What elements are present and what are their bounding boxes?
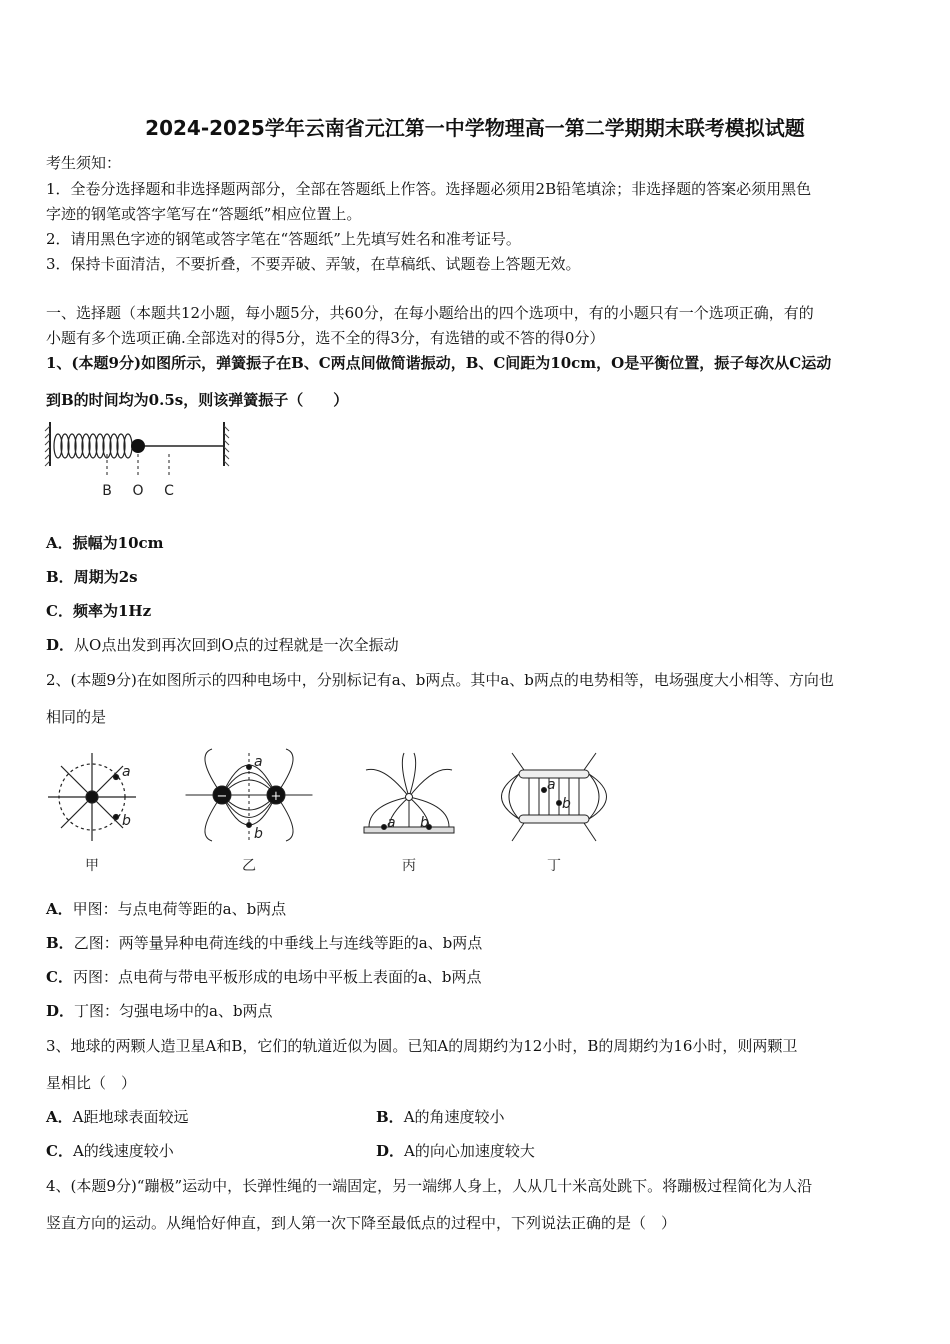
caption-ding: 丁 — [547, 858, 561, 874]
q2-option-c[interactable]: C．丙图：点电荷与带电平板形成的电场中平板上表面的a、b两点 — [46, 968, 482, 986]
field-diagram-bing — [364, 753, 454, 833]
caption-yi: 乙 — [242, 858, 256, 874]
oscillator-ball — [131, 439, 145, 453]
section-instructions: 小题有多个选项正确.全部选对的得5分，选不全的得3分，有选错的或不答的得0分） — [46, 329, 605, 347]
label-o: O — [132, 483, 144, 499]
point-b-label: b — [254, 826, 263, 842]
section-instructions: 一、选择题（本题共12小题，每小题5分，共60分，在每小题给出的四个选项中，有的小题只有一个选项正确，有的 — [46, 304, 814, 322]
point-a-label: a — [547, 777, 556, 793]
svg-text:−: − — [216, 789, 228, 804]
page-title: 2024-2025学年云南省元江第一中学物理高一第二学期期末联考模拟试题 — [145, 116, 805, 140]
q3-option-b[interactable]: B．A的角速度较小 — [376, 1108, 505, 1126]
electric-field-figures — [44, 745, 614, 880]
question-1-stem: 1、(本题9分)如图所示，弹簧振子在B、C两点间做简谐振动，B、C间距为10cm，O是平衡位置，振子每次从C运动 — [46, 354, 832, 372]
q1-option-c[interactable]: C．频率为1Hz — [46, 602, 152, 620]
q3-option-d[interactable]: D．A的向心加速度较大 — [376, 1142, 535, 1160]
spring-oscillator-figure — [44, 420, 234, 502]
notice-item: 2．请用黑色字迹的钢笔或答字笔在“答题纸”上先填写姓名和准考证号。 — [46, 230, 521, 248]
question-4-stem: 竖直方向的运动。从绳恰好伸直，到人第一次下降至最低点的过程中，下列说法正确的是（ ） — [46, 1214, 677, 1232]
field-diagram-ding — [502, 753, 607, 841]
point-b-label: b — [562, 796, 571, 812]
point-b-label: b — [122, 813, 131, 829]
q1-option-b[interactable]: B．周期为2s — [46, 568, 138, 586]
question-3-stem: 星相比（ ） — [46, 1074, 137, 1092]
label-c: C — [164, 483, 174, 499]
q1-option-a[interactable]: A．振幅为10cm — [46, 534, 164, 552]
svg-text:+: + — [270, 789, 282, 804]
point-a-label: a — [387, 815, 396, 831]
label-b: B — [102, 483, 112, 499]
q3-option-c[interactable]: C．A的线速度较小 — [46, 1142, 174, 1160]
notice-heading: 考生须知： — [46, 154, 122, 172]
question-2-stem: 相同的是 — [46, 708, 107, 726]
caption-bing: 丙 — [402, 858, 416, 874]
question-1-stem: 到B的时间均为0.5s，则该弹簧振子（ ） — [46, 391, 349, 409]
notice-item: 字迹的钢笔或答字笔写在“答题纸”相应位置上。 — [46, 205, 362, 223]
q2-option-a[interactable]: A．甲图：与点电荷等距的a、b两点 — [46, 900, 287, 918]
q2-option-d[interactable]: D．丁图：匀强电场中的a、b两点 — [46, 1002, 273, 1020]
question-3-stem: 3、地球的两颗人造卫星A和B，它们的轨道近似为圆。已知A的周期约为12小时，B的周期约为16小时，则两颗卫 — [46, 1037, 798, 1055]
point-b-label: b — [420, 815, 429, 831]
field-diagram-yi — [186, 749, 312, 841]
point-a-label: a — [254, 754, 263, 770]
question-4-stem: 4、(本题9分)“蹦极”运动中，长弹性绳的一端固定，另一端绑人身上，人从几十米高处跳下。将蹦极过程简化为人沿 — [46, 1177, 813, 1195]
point-a-label: a — [122, 764, 131, 780]
question-2-stem: 2、(本题9分)在如图所示的四种电场中，分别标记有a、b两点。其中a、b两点的电势相等，电场强度大小相等、方向也 — [46, 671, 834, 689]
notice-item: 1．全卷分选择题和非选择题两部分，全部在答题纸上作答。选择题必须用2B铅笔填涂；非选择题的答案必须用黑色 — [46, 180, 812, 198]
q3-option-a[interactable]: A．A距地球表面较远 — [46, 1108, 189, 1126]
q2-option-b[interactable]: B．乙图：两等量异种电荷连线的中垂线上与连线等距的a、b两点 — [46, 934, 483, 952]
notice-item: 3．保持卡面清洁，不要折叠，不要弄破、弄皱，在草稿纸、试题卷上答题无效。 — [46, 255, 581, 273]
caption-jia: 甲 — [85, 858, 99, 874]
spring — [54, 434, 132, 458]
q1-option-d[interactable]: D．从O点出发到再次回到O点的过程就是一次全振动 — [46, 636, 399, 654]
